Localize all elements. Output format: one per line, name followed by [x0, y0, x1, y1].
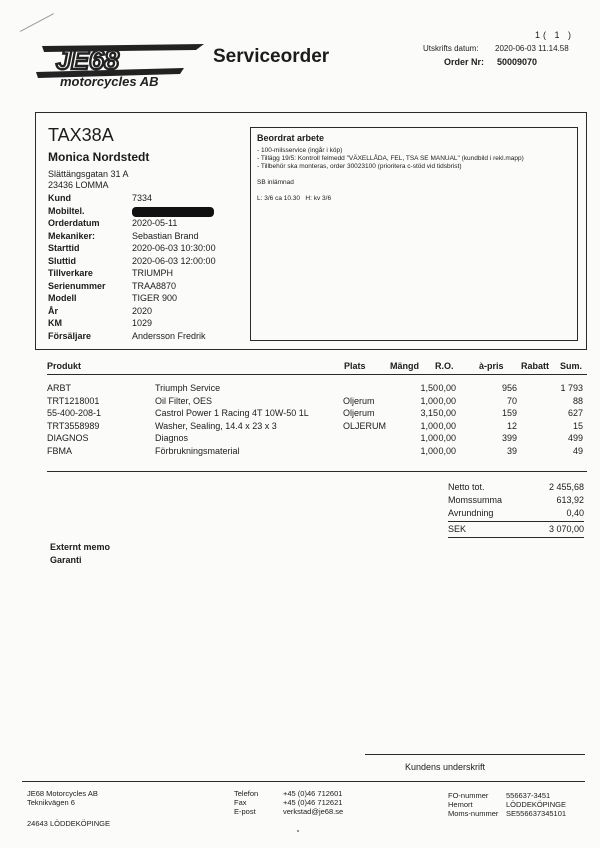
cell-product: ARBT — [47, 383, 72, 393]
warranty-label: Garanti — [50, 555, 82, 565]
footer-phone: +45 (0)46 712601 — [283, 789, 343, 798]
footer-divider — [22, 781, 585, 782]
signature-label: Kundens underskrift — [405, 762, 486, 772]
table-row — [47, 445, 587, 458]
col-sum: Sum. — [560, 361, 583, 371]
total-label: Avrundning — [448, 508, 494, 518]
field-value: TRIUMPH — [132, 268, 173, 278]
cell-description: Castrol Power 1 Racing 4T 10W-50 1L — [155, 408, 309, 418]
footer-city: 24643 LÖDDEKÖPINGE — [27, 819, 110, 828]
total-label: SEK — [448, 524, 467, 534]
customer-name: Monica Nordstedt — [48, 150, 150, 164]
cell-unit-price: 159 — [501, 408, 517, 418]
cell-description: Washer, Sealing, 14.4 x 23 x 3 — [155, 420, 277, 431]
work-line: SB inlämnad — [257, 179, 294, 186]
cell-ro: 0,00 — [438, 383, 456, 393]
table-row — [47, 382, 587, 395]
total-value: 0,40 — [566, 508, 584, 518]
total-row — [448, 523, 584, 536]
footer-company — [27, 789, 98, 807]
cell-unit-price: 70 — [506, 395, 517, 406]
printed-date-value: 2020-06-03 11.14.58 — [495, 44, 569, 53]
memo-block — [50, 541, 110, 567]
footer-seat: LÖDDEKÖPINGE — [506, 800, 567, 809]
footer-fo: 556637-3451 — [506, 791, 551, 800]
cell-location: Oljerum — [343, 395, 375, 406]
field-label: Försäljare — [48, 330, 92, 341]
cell-description: Triumph Service — [155, 383, 221, 393]
field-value: 7334 — [132, 193, 153, 203]
cell-location: OLJERUM — [343, 420, 387, 431]
totals-divider — [448, 537, 584, 538]
page-number: 1( 1 ) — [535, 30, 575, 40]
order-number-label: Order Nr: — [444, 57, 485, 67]
cell-unit-price: 39 — [506, 445, 517, 456]
col-ro: R.O. — [435, 361, 454, 371]
work-line: L: 3/6 ca 10.30 H: kv 3/6 — [257, 195, 332, 202]
work-line — [257, 187, 573, 195]
cell-sum: 15 — [572, 420, 583, 431]
footer-contact-labels — [234, 789, 258, 816]
field-value: 2020 — [132, 305, 153, 316]
logo-graphic — [34, 38, 214, 90]
cell-sum: 627 — [567, 408, 583, 418]
scan-speck — [297, 830, 299, 832]
cell-product: 55-400-208-1 — [47, 408, 102, 418]
total-value: 2 455,68 — [548, 482, 584, 492]
field-label: Sluttid — [48, 255, 76, 266]
field-label: Orderdatum — [48, 218, 100, 228]
cell-product: TRT3558989 — [47, 420, 100, 431]
cell-quantity: 1,00 — [420, 433, 438, 443]
footer-street: Teknikvägen 6 — [27, 798, 75, 807]
order-number-value: 50009070 — [497, 57, 538, 67]
cell-description: Förbrukningsmaterial — [155, 445, 240, 456]
ordered-work-heading: Beordrat arbete — [257, 133, 325, 143]
cell-sum: 88 — [572, 395, 583, 406]
total-value: 613,92 — [556, 495, 584, 505]
col-location: Plats — [344, 361, 366, 371]
footer-legal-labels — [448, 791, 498, 818]
field-value: 1029 — [132, 318, 153, 328]
field-value: 2020-05-11 — [132, 218, 178, 228]
footer-seat-label: Hemort — [448, 800, 473, 809]
footer-vat-label: Moms-nummer — [448, 809, 499, 818]
footer-vat: SE556637345101 — [506, 809, 567, 818]
footer-fo-label: FO-nummer — [448, 791, 489, 800]
cell-quantity: 1,00 — [420, 445, 438, 456]
cell-ro: 0,00 — [438, 395, 456, 406]
cell-sum: 49 — [572, 445, 583, 456]
logo-mark-text: JE68 — [56, 45, 120, 75]
total-value: 3 070,00 — [548, 524, 584, 534]
footer-contact-values — [283, 789, 343, 816]
total-row — [448, 507, 584, 520]
cell-ro: 0,00 — [438, 408, 456, 418]
table-row — [47, 432, 587, 445]
footer-phone-label: Telefon — [234, 789, 259, 798]
cell-product: DIAGNOS — [47, 433, 89, 443]
field-label: Kund — [48, 193, 71, 203]
totals-block — [448, 481, 584, 539]
total-label: Netto tot. — [448, 482, 485, 492]
field-value: Andersson Fredrik — [132, 330, 206, 341]
field-value: Sebastian Brand — [132, 230, 199, 241]
field-value: TIGER 900 — [132, 293, 178, 303]
cell-description: Diagnos — [155, 433, 189, 443]
footer-email: verkstad@je68.se — [283, 807, 344, 816]
cell-location: Oljerum — [343, 408, 375, 418]
cell-ro: 0,00 — [438, 420, 456, 431]
cell-unit-price: 956 — [501, 383, 517, 393]
footer-company-name: JE68 Motorcycles AB — [27, 789, 98, 798]
field-value: 2020-06-03 12:00:00 — [132, 255, 216, 266]
cell-product: TRT1218001 — [47, 395, 100, 406]
logo-subtitle: motorcycles AB — [60, 74, 159, 89]
field-label: Tillverkare — [48, 268, 93, 278]
work-line — [257, 171, 573, 179]
total-label: Momssumma — [448, 495, 503, 505]
table-bottom-divider — [47, 471, 587, 472]
col-unit-price: à-pris — [479, 361, 504, 371]
footer-fax: +45 (0)46 712621 — [283, 798, 343, 807]
total-row — [448, 481, 584, 494]
field-label: Starttid — [48, 243, 80, 253]
col-product: Produkt — [47, 361, 82, 371]
cell-ro: 0,00 — [438, 445, 456, 456]
work-line: - Tillbehör ska monteras, order 30023100 (prioritera c-stöd vid tidsbrist) — [257, 163, 462, 170]
ordered-work-box — [250, 127, 578, 341]
ordered-work-lines — [257, 147, 573, 203]
cell-unit-price: 399 — [501, 433, 517, 443]
cell-quantity: 1,00 — [420, 420, 438, 431]
signature-line — [365, 754, 585, 755]
totals-divider — [448, 521, 584, 522]
table-row — [47, 420, 587, 433]
table-header — [47, 360, 587, 374]
col-discount: Rabatt — [521, 361, 550, 371]
redaction-bar — [132, 207, 214, 217]
field-value: TRAA8870 — [132, 280, 177, 291]
page-title: Serviceorder — [213, 46, 330, 67]
footer-legal-values — [506, 791, 566, 818]
work-line: - Tillägg 19/5: Kontroll felmedd "VÄXELLÅDA, FEL, TSA SE MANUAL" (kundbild i rekl.mapp) — [257, 155, 524, 162]
table-row — [47, 395, 587, 408]
company-logo — [34, 38, 214, 90]
table-header-divider — [47, 374, 587, 375]
cell-quantity: 3,15 — [420, 408, 438, 418]
field-label: Mobiltel. — [48, 205, 85, 216]
cell-ro: 0,00 — [438, 433, 456, 443]
field-label: Modell — [48, 293, 77, 303]
field-label: År — [48, 305, 59, 316]
work-line: - 100-milsservice (ingår i köp) — [257, 147, 343, 154]
vehicle-registration: TAX38A — [48, 125, 114, 145]
col-quantity: Mängd — [390, 361, 419, 371]
field-label: Mekaniker: — [48, 230, 96, 241]
field-value: 2020-06-03 10:30:00 — [132, 243, 216, 253]
cell-description: Oil Filter, OES — [155, 395, 213, 406]
customer-postal: 23436 LOMMA — [48, 180, 109, 190]
cell-quantity: 1,50 — [420, 383, 438, 393]
cell-unit-price: 12 — [506, 420, 517, 431]
printed-date-label: Utskrifts datum: — [423, 44, 479, 53]
cell-sum: 1 793 — [560, 383, 583, 393]
cell-quantity: 1,00 — [420, 395, 438, 406]
cell-sum: 499 — [567, 433, 583, 443]
scan-artifact-line — [20, 13, 54, 32]
footer-fax-label: Fax — [234, 798, 247, 807]
customer-street: Slättängsgatan 31 A — [48, 169, 129, 179]
field-label: KM — [48, 318, 62, 328]
table-row — [47, 407, 587, 420]
field-label: Serienummer — [48, 280, 106, 291]
cell-product: FBMA — [47, 445, 73, 456]
footer-email-label: E-post — [234, 807, 256, 816]
total-row — [448, 494, 584, 507]
external-memo-label: Externt memo — [50, 542, 111, 552]
